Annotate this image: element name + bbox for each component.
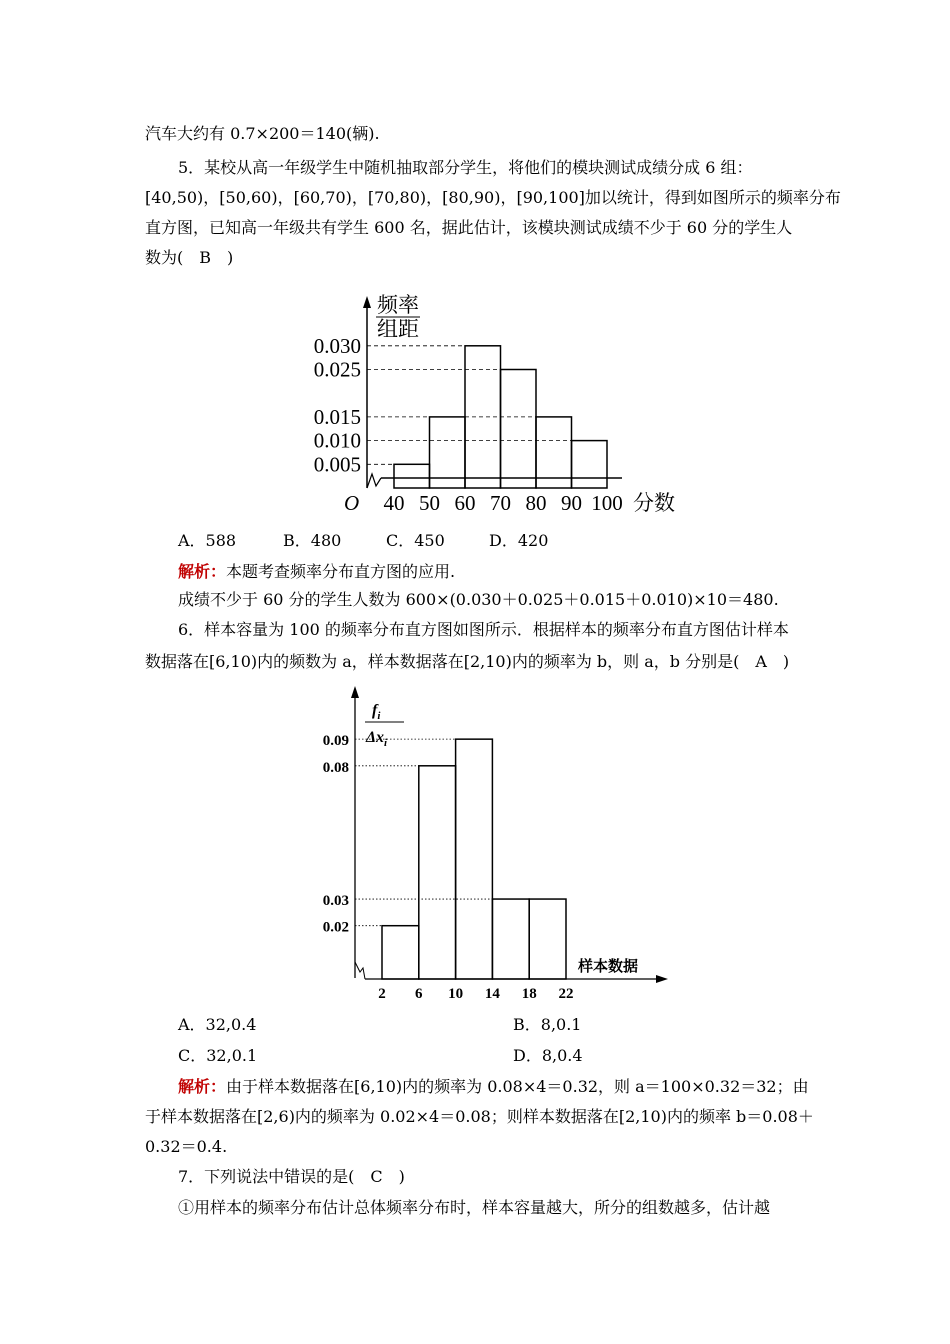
y-label-numerator: $f_i$: [372, 702, 381, 722]
question-5-text: 数为( B ): [145, 248, 234, 267]
question-7-text: 7．下列说法中错误的是( C ): [178, 1167, 405, 1186]
x-tick-label: 18: [521, 986, 537, 1002]
y-tick-label: 0.015: [313, 404, 361, 429]
histogram-bar: [394, 464, 430, 488]
x-axis-label: 样本数据: [578, 959, 639, 975]
analysis-text: 本题考查频率分布直方图的应用.: [226, 562, 456, 581]
option-a: A．588: [178, 531, 237, 550]
analysis-6-text: 于样本数据落在[2,6)内的频率为 0.02×4＝0.08；则样本数据落在[2,10)内的频率 b＝0.08＋: [145, 1107, 814, 1126]
option-b: B．8,0.1: [513, 1015, 582, 1034]
y-tick-label: 0.02: [322, 919, 349, 936]
histogram-bar: [492, 899, 529, 979]
histogram-bar: [529, 899, 566, 979]
x-tick-label: 60: [454, 491, 476, 515]
histogram-bar: [419, 766, 456, 979]
question-5-text: 直方图，已知高一年级共有学生 600 名，据此估计，该模块测试成绩不少于 60 分的学生人: [145, 218, 793, 237]
histogram-bar: [501, 370, 537, 489]
x-tick-label: 6: [415, 986, 423, 1002]
histogram-sample: [290, 680, 680, 1004]
x-tick-label: 10: [448, 986, 464, 1002]
analysis-label: 解析：: [178, 1077, 227, 1096]
histogram-bar: [572, 441, 608, 488]
y-tick-label: 0.010: [313, 428, 361, 453]
x-tick-label: 100: [591, 491, 623, 515]
y-label-denominator: $\Delta x_i$: [366, 729, 388, 749]
option-d: D．8,0.4: [513, 1046, 583, 1065]
y-tick-label: 0.025: [313, 357, 361, 382]
y-label-numerator: 频率: [377, 293, 419, 317]
analysis-text: 由于样本数据落在[6,10)内的频率为 0.08×4＝0.32，则 a＝100×0.32＝32；由: [226, 1077, 809, 1096]
x-tick-label: 22: [558, 986, 574, 1002]
axis-break: [355, 962, 365, 979]
question-6-text: 数据落在[6,10)内的频数为 a，样本数据落在[2,10)内的频率为 b，则 a，b 分别是( A ): [145, 652, 790, 671]
question-6-text: 6．样本容量为 100 的频率分布直方图如图所示．根据样本的频率分布直方图估计样本: [178, 620, 789, 639]
analysis-label: 解析：: [178, 562, 227, 581]
y-tick-label: 0.03: [322, 893, 349, 910]
question-7-text: ①用样本的频率分布估计总体频率分布时，样本容量越大，所分的组数越多，估计越: [178, 1198, 771, 1217]
question-5-text: [40,50)，[50,60)，[60,70)，[70,80)，[80,90)，[90,100]加以统计，得到如图所示的频率分布: [145, 188, 841, 207]
x-tick-label: 90: [561, 491, 582, 515]
x-tick-label: 70: [490, 491, 511, 515]
x-tick-label: 40: [383, 491, 405, 515]
text-line: 汽车大约有 0.7×200＝140(辆).: [145, 124, 380, 143]
option-c: C．450: [386, 531, 445, 550]
analysis-5: [178, 562, 455, 582]
x-tick-label: 80: [525, 491, 547, 515]
option-b: B．480: [283, 531, 342, 550]
analysis-5-calc: 成绩不少于 60 分的学生人数为 600×(0.030＋0.025＋0.015＋0.010)×10＝480.: [178, 590, 779, 609]
y-axis-arrow: [363, 296, 371, 308]
y-label-denominator: 组距: [377, 317, 419, 341]
option-c: C．32,0.1: [178, 1046, 258, 1065]
axis-break: [367, 474, 381, 488]
option-d: D．420: [489, 531, 549, 550]
y-tick-label: 0.08: [322, 759, 349, 776]
x-tick-label: 50: [419, 491, 440, 515]
option-a: A．32,0.4: [178, 1015, 257, 1034]
y-tick-label: 0.030: [313, 333, 361, 358]
histogram-bar: [382, 926, 419, 979]
x-tick-label: 2: [378, 986, 386, 1002]
y-tick-label: 0.09: [322, 733, 349, 750]
analysis-6: [178, 1077, 809, 1097]
histogram-scores: [290, 288, 690, 520]
y-axis-arrow: [351, 686, 359, 698]
histogram-bar: [456, 739, 493, 979]
x-tick-label: 14: [484, 986, 500, 1002]
question-5-text: 5．某校从高一年级学生中随机抽取部分学生，将他们的模块测试成绩分成 6 组：: [178, 158, 753, 177]
y-tick-label: 0.005: [313, 452, 361, 477]
x-axis-label: 分数: [633, 491, 675, 515]
origin-label: O: [344, 491, 360, 515]
x-axis-arrow: [656, 975, 668, 983]
analysis-6-text: 0.32＝0.4.: [145, 1137, 228, 1156]
